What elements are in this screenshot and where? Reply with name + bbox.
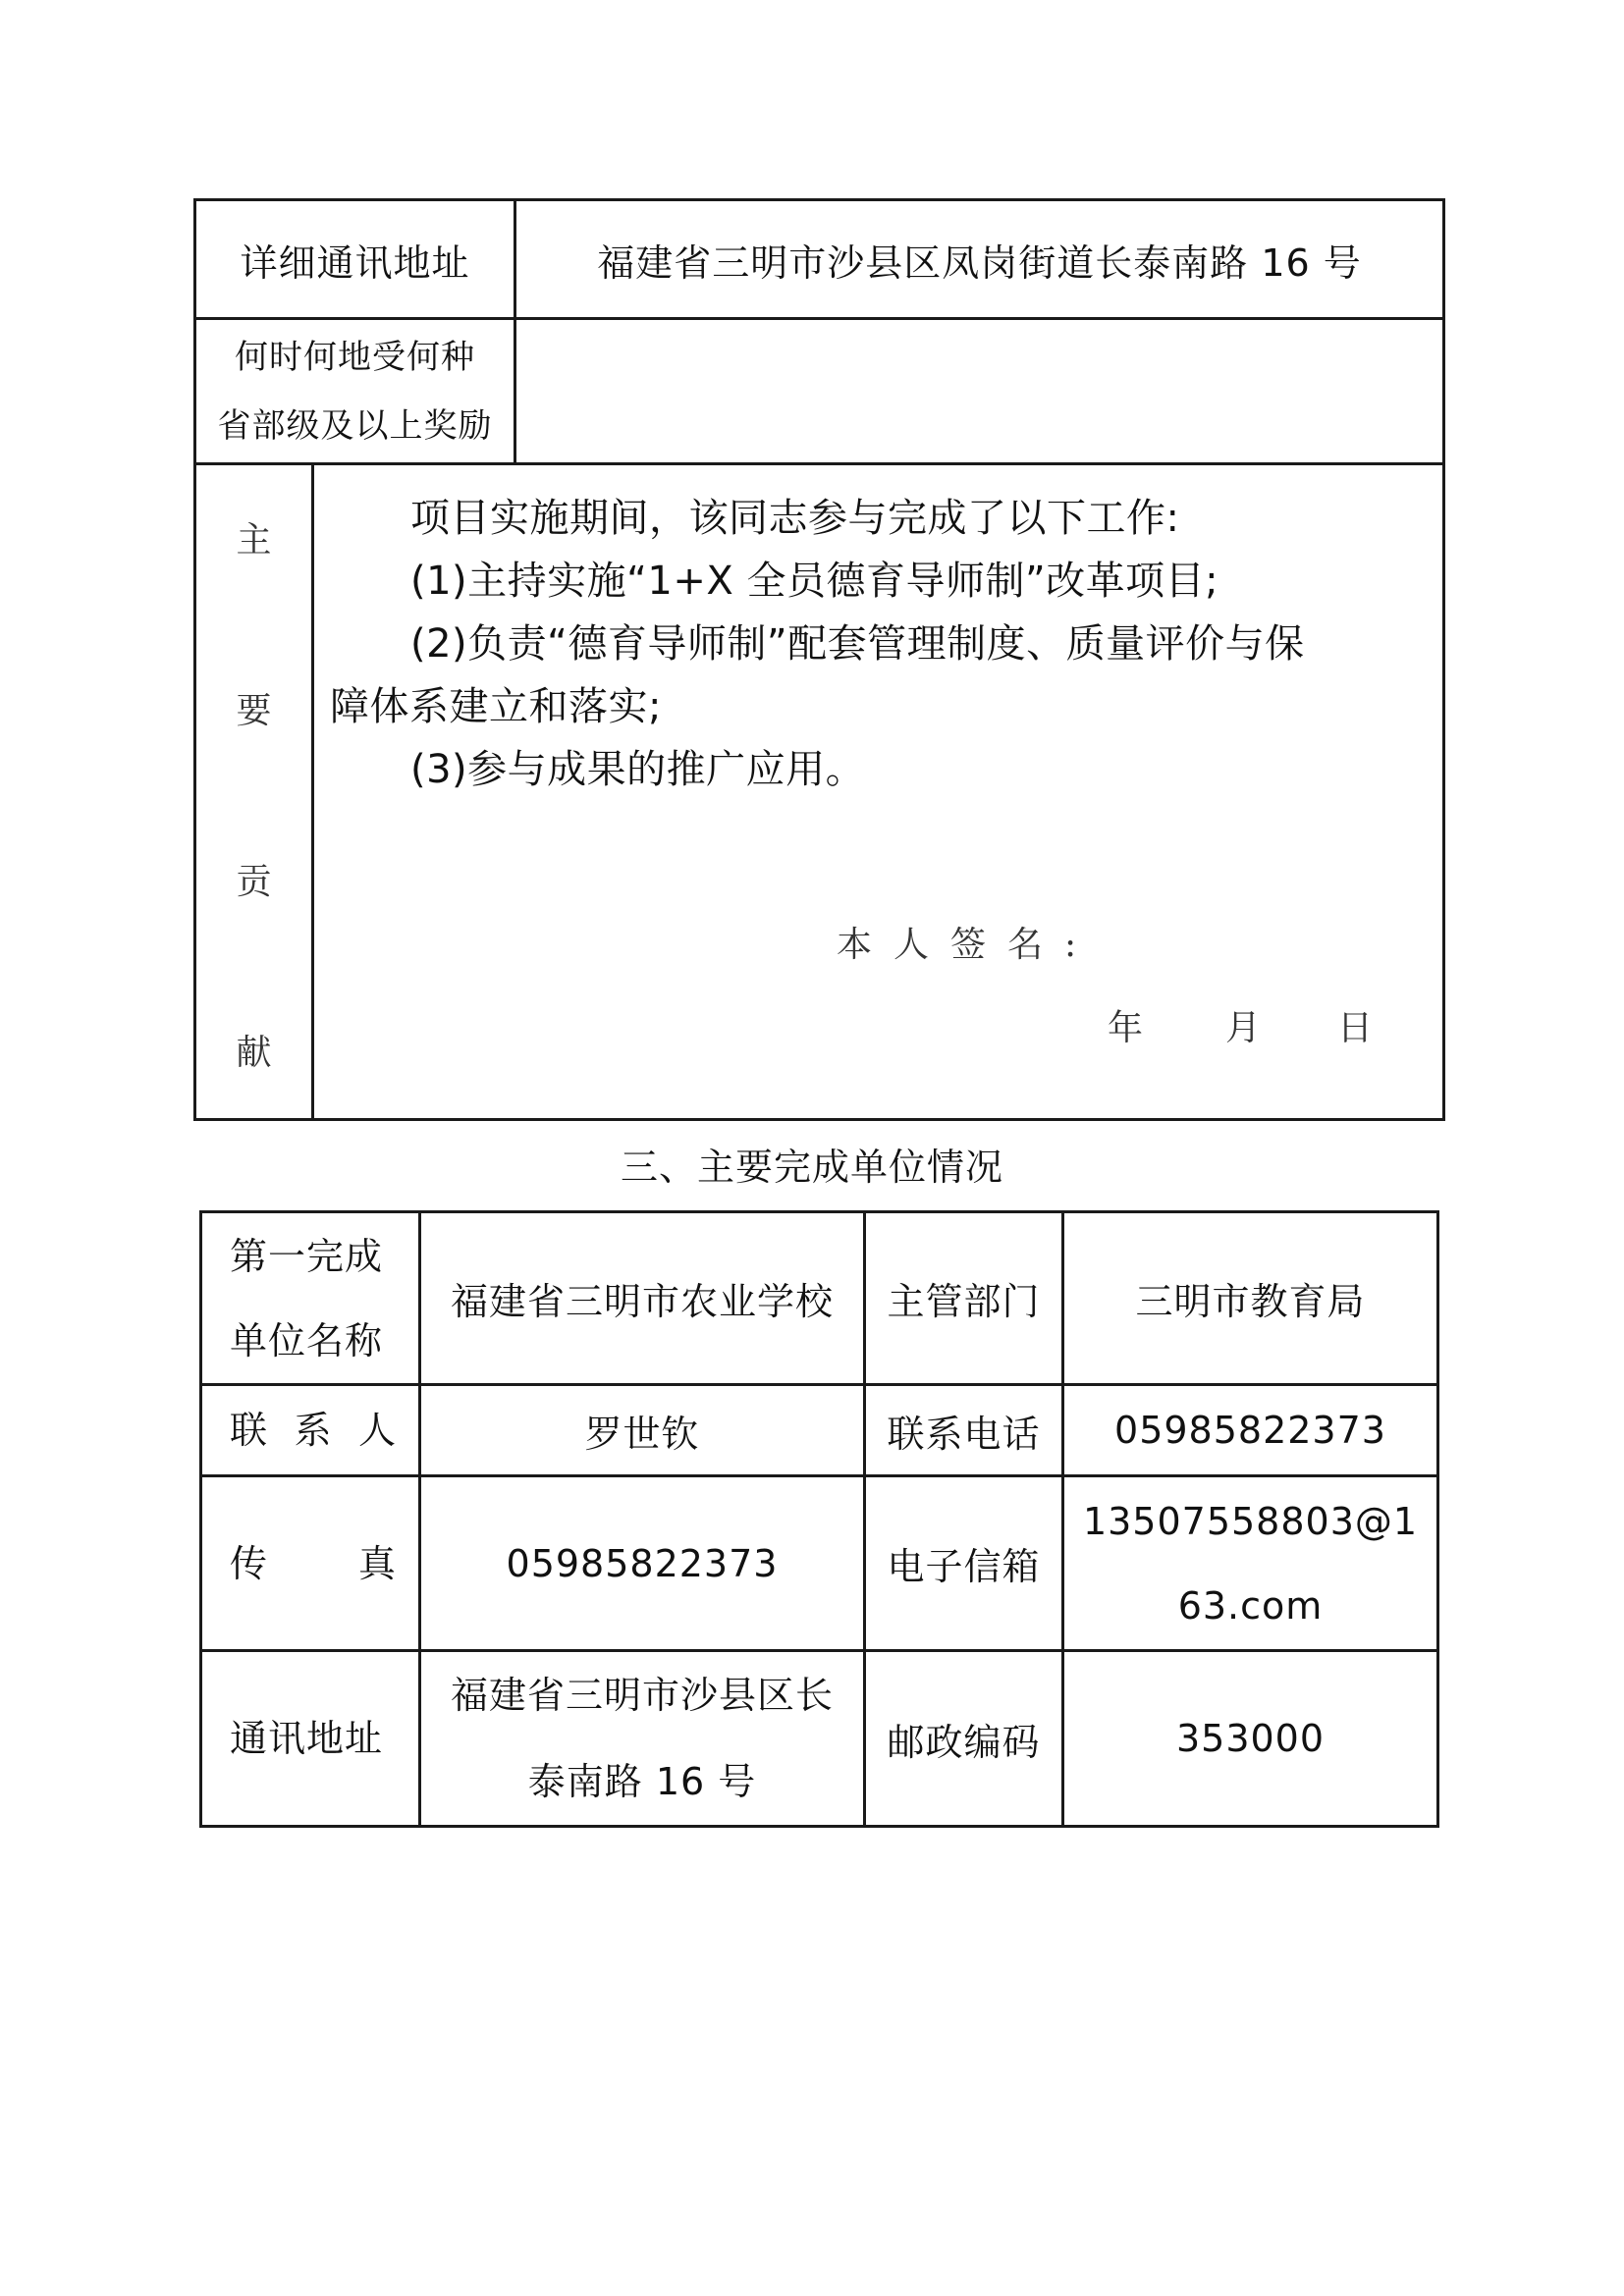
email-value-line2: 63.com xyxy=(1177,1583,1324,1628)
contribution-content-cell xyxy=(313,464,1444,1120)
first-unit-label-cell xyxy=(201,1212,420,1385)
award-label-cell xyxy=(195,319,515,464)
contribution-label-char: 贡 xyxy=(236,862,272,902)
postcode-label-cell xyxy=(865,1651,1063,1827)
postcode-label: 邮政编码 xyxy=(887,1720,1041,1764)
award-label-line2: 省部级及以上奖励 xyxy=(217,405,493,446)
address-value-cell xyxy=(515,200,1444,319)
phone-label-cell xyxy=(865,1385,1063,1476)
contribution-text xyxy=(330,487,1341,801)
award-label-line1: 何时何地受何种 xyxy=(235,337,475,377)
address-label: 详细通讯地址 xyxy=(240,240,470,285)
first-unit-label-line1: 第一完成 xyxy=(230,1234,384,1278)
first-unit-value: 福建省三明市农业学校 xyxy=(450,1280,834,1323)
fax-label-cell xyxy=(201,1476,420,1651)
email-label-cell xyxy=(865,1476,1063,1651)
award-value-cell xyxy=(515,319,1444,464)
contribution-item: (1)主持实施“1+X 全员德育导师制”改革项目; xyxy=(410,559,1219,604)
phone-label: 联系电话 xyxy=(887,1412,1041,1456)
fax-value-cell xyxy=(420,1476,865,1651)
fax-label-char: 传 xyxy=(230,1541,269,1585)
mailing-address-label: 通讯地址 xyxy=(230,1717,384,1760)
contribution-item: (3)参与成果的推广应用。 xyxy=(410,747,866,792)
contribution-label-char: 献 xyxy=(236,1033,272,1073)
department-value-cell xyxy=(1063,1212,1438,1385)
phone-value: 05985822373 xyxy=(1114,1409,1386,1452)
date-month: 月 xyxy=(1225,1008,1262,1048)
award-row xyxy=(195,319,1444,464)
address-value: 福建省三明市沙县区凤岗街道长泰南路 16 号 xyxy=(597,240,1362,285)
mailing-address-line2: 泰南路 16 号 xyxy=(527,1760,757,1803)
first-unit-row xyxy=(201,1212,1438,1385)
section-heading: 三、主要完成单位情况 xyxy=(620,1146,1003,1189)
mailing-address-value-cell xyxy=(420,1651,865,1827)
first-unit-label-line2: 单位名称 xyxy=(230,1318,384,1362)
contact-label-cell xyxy=(201,1385,420,1476)
email-value-cell xyxy=(1063,1476,1438,1651)
unit-info-table xyxy=(199,1210,1439,1828)
fax-row xyxy=(201,1476,1438,1651)
contact-row xyxy=(201,1385,1438,1476)
date-year: 年 xyxy=(1108,1008,1144,1048)
email-value-line1: 13507558803@1 xyxy=(1082,1499,1419,1543)
mailing-address-label-cell xyxy=(201,1651,420,1827)
contact-value-cell xyxy=(420,1385,865,1476)
personal-info-table xyxy=(193,198,1445,1121)
contribution-label-cell xyxy=(195,464,313,1120)
contribution-item: (2)负责“德育导师制”配套管理制度、质量评价与保障体系建立和落实; xyxy=(330,621,1305,729)
contact-label-char: 人 xyxy=(357,1409,397,1452)
first-unit-value-cell xyxy=(420,1212,865,1385)
contribution-intro: 项目实施期间，该同志参与完成了以下工作: xyxy=(410,496,1180,541)
fax-label-char: 真 xyxy=(357,1541,397,1585)
department-label-cell xyxy=(865,1212,1063,1385)
postcode-value-cell xyxy=(1063,1651,1438,1827)
fax-value: 05985822373 xyxy=(506,1541,779,1585)
date-day: 日 xyxy=(1337,1008,1374,1048)
fax-label xyxy=(230,1522,397,1606)
postcode-value: 353000 xyxy=(1175,1717,1326,1760)
phone-value-cell xyxy=(1063,1385,1438,1476)
department-label: 主管部门 xyxy=(887,1280,1041,1323)
contact-value: 罗世钦 xyxy=(584,1412,700,1456)
signature-label: 本人签名: xyxy=(837,925,1099,965)
contact-label-char: 系 xyxy=(294,1409,333,1452)
mailing-address-row xyxy=(201,1651,1438,1827)
address-label-cell xyxy=(195,200,515,319)
address-row xyxy=(195,200,1444,319)
contact-label xyxy=(230,1388,397,1472)
contribution-row xyxy=(195,464,1444,1120)
mailing-address-line1: 福建省三明市沙县区长 xyxy=(450,1674,834,1717)
department-value: 三明市教育局 xyxy=(1135,1280,1366,1323)
contribution-label-char: 要 xyxy=(236,691,272,731)
contact-label-char: 联 xyxy=(230,1409,269,1452)
email-label: 电子信箱 xyxy=(887,1545,1041,1588)
contribution-label-char: 主 xyxy=(236,520,272,561)
